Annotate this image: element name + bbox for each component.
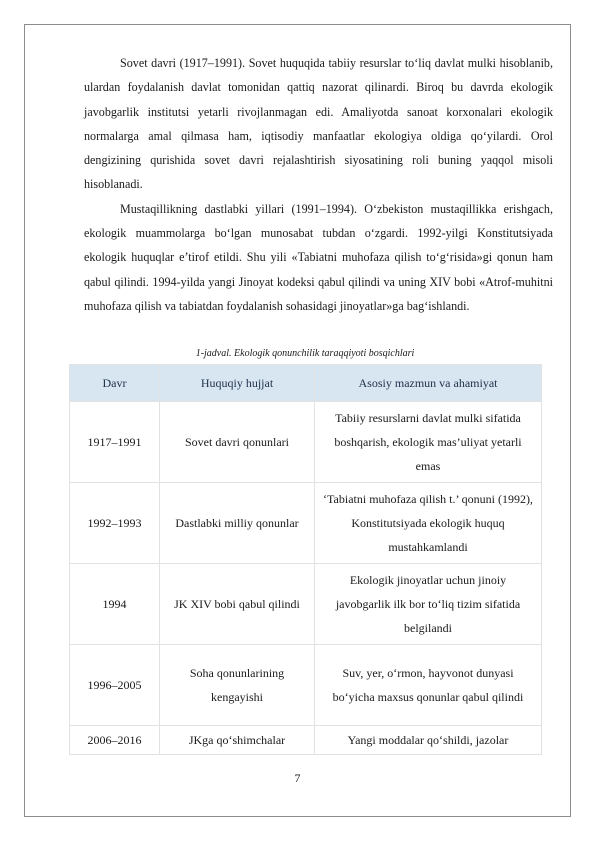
paragraph-soviet-period: Sovet davri (1917–1991). Sovet huquqida tabiiy resurslar to‘liq davlat mulki hisoblanib, ulardan foydalanish davlat tomonidan qattiq nazorat qilinardi. Biroq bu davrda ekologik javobgarlik institutsi yetarli rivojlanmagan edi. Amaliyotda sanoat korxonalari ekologik normalarga amal qilmasa ham, iqtisodiy manfaatlar ekologiya oldiga qo‘yilardi. Orol dengizining qurishida sovet davri rejalashtirish siyosatining roli buning yaqqol misoli hisoblanadi. xyxy=(84,56,553,192)
table-row xyxy=(70,483,542,564)
header-legal-document: Huquqiy hujjat xyxy=(160,365,315,402)
cell-document: Dastlabki milliy qonunlar xyxy=(160,483,315,564)
legislation-stages-table xyxy=(69,364,542,755)
cell-document: JK XIV bobi qabul qilindi xyxy=(160,564,315,645)
cell-document: Sovet davri qonunlari xyxy=(160,402,315,483)
cell-content: Ekologik jinoyatlar uchun jinoiy javobgarlik ilk bor to‘liq tizim sifatida belgilandi xyxy=(315,564,542,645)
body-text xyxy=(84,51,553,318)
header-main-content: Asosiy mazmun va ahamiyat xyxy=(315,365,542,402)
cell-content: Tabiiy resurslarni davlat mulki sifatida boshqarish, ekologik mas’uliyat yetarli emas xyxy=(315,402,542,483)
paragraph-independence-years: Mustaqillikning dastlabki yillari (1991–1994). O‘zbekiston mustaqillikka erishgach, ekologik muammolarga bo‘lgan munosabat tubdan o‘zgardi. 1992-yilgi Konstitutsiyada ekologik huquqlar e’tirof etildi. Shu yili «Tabiatni muhofaza qilish to‘g‘risida»gi qonun ham qabul qilindi. 1994-yilda yangi Jinoyat kodeksi qabul qilindi va uning XIV bobi «Atrof-muhitni muhofaza qilish va tabiatdan foydalanish sohasidagi jinoyatlar»ga bag‘ishlandi. xyxy=(84,201,553,313)
table-row xyxy=(70,645,542,726)
cell-period: 1992–1993 xyxy=(70,483,160,564)
table-row xyxy=(70,726,542,755)
table-caption: 1-jadval. Ekologik qonunchilik taraqqiyoti bosqichlari xyxy=(195,348,415,359)
table-header-row xyxy=(70,365,542,402)
cell-period: 1994 xyxy=(70,564,160,645)
cell-content: Yangi moddalar qo‘shildi, jazolar xyxy=(315,726,542,755)
cell-period: 2006–2016 xyxy=(70,726,160,755)
cell-content: ‘Tabiatni muhofaza qilish t.’ qonuni (1992), Konstitutsiyada ekologik huquq mustahkamlandi xyxy=(315,483,542,564)
table-row xyxy=(70,564,542,645)
cell-document: Soha qonunlarining kengayishi xyxy=(160,645,315,726)
header-period: Davr xyxy=(70,365,160,402)
table-row xyxy=(70,402,542,483)
cell-content: Suv, yer, o‘rmon, hayvonot dunyasi bo‘yicha maxsus qonunlar qabul qilindi xyxy=(315,645,542,726)
cell-document: JKga qo‘shimchalar xyxy=(160,726,315,755)
page-number: 7 xyxy=(294,771,301,785)
cell-period: 1996–2005 xyxy=(70,645,160,726)
cell-period: 1917–1991 xyxy=(70,402,160,483)
